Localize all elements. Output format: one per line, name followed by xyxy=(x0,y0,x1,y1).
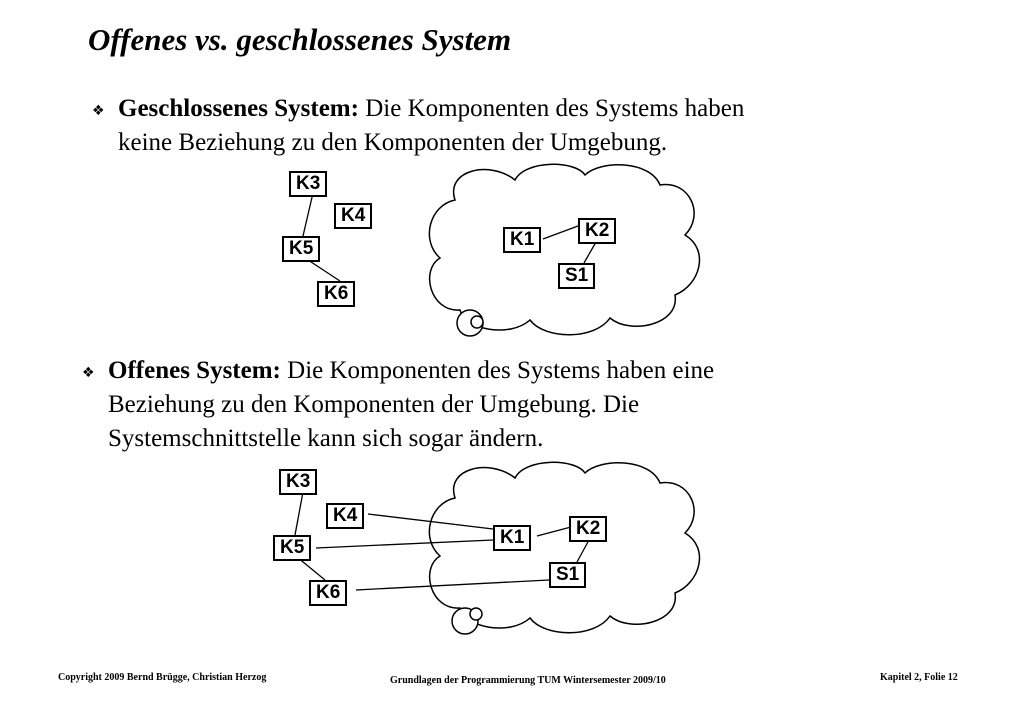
component-box: K1 xyxy=(493,525,531,551)
component-box: K4 xyxy=(326,503,364,529)
component-box: K2 xyxy=(569,516,607,542)
component-box: K3 xyxy=(279,469,317,495)
cloud-bubble-small xyxy=(471,316,483,328)
component-box: K4 xyxy=(334,203,372,229)
diamond-bullet-icon: ❖ xyxy=(82,365,95,381)
bullet-open-heading: Offenes System: xyxy=(108,357,281,384)
component-box: K5 xyxy=(282,236,320,262)
component-box: S1 xyxy=(558,263,595,289)
component-box: K2 xyxy=(578,218,616,244)
component-box: K1 xyxy=(503,227,541,253)
cloud-bubble-small xyxy=(470,608,482,620)
slide-title: Offenes vs. geschlossenes System xyxy=(88,22,512,57)
bullet-open-text: Die Komponenten des Systems haben eine xyxy=(280,357,715,384)
footer-course: Grundlagen der Programmierung TUM Wintersemester 2009/10 xyxy=(390,675,666,686)
component-box: K3 xyxy=(289,171,327,197)
component-box: K6 xyxy=(317,281,355,307)
component-box: K5 xyxy=(273,535,311,561)
bullet-closed-heading: Geschlossenes System: xyxy=(118,95,359,122)
bullet-closed-text: Die Komponenten des Systems haben xyxy=(358,95,745,122)
link-k3-k5 xyxy=(303,193,313,236)
bullet-open-line3: Systemschnittstelle kann sich sogar ändern. xyxy=(108,425,544,452)
component-box: K6 xyxy=(309,580,347,606)
system-boundary-cloud xyxy=(429,462,699,632)
footer-slide-number: Kapitel 2, Folie 12 xyxy=(880,672,958,683)
footer-copyright: Copyright 2009 Bernd Brügge, Christian Herzog xyxy=(58,672,267,683)
diamond-bullet-icon: ❖ xyxy=(92,103,105,119)
component-box: S1 xyxy=(549,562,586,588)
bullet-closed-line2: keine Beziehung zu den Komponenten der Umgebung. xyxy=(118,129,668,156)
bullet-open-line2: Beziehung zu den Komponenten der Umgebung. Die xyxy=(108,391,640,418)
link-k3-k5 xyxy=(295,492,303,535)
system-boundary-cloud xyxy=(429,164,699,334)
